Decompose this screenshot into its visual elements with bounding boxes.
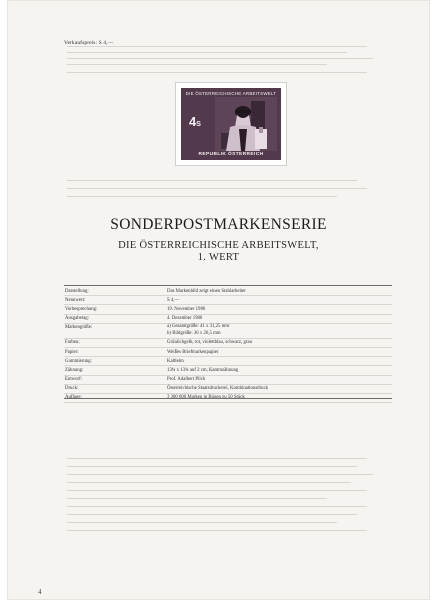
detail-label: Ausgabetag: [64,314,167,323]
bleed-through-line [67,188,367,189]
detail-label: Darstellung: [64,287,167,296]
bleed-through-line [67,466,357,467]
series-title: SONDERPOSTMARKENSERIE [110,216,327,233]
stamp-details-table [64,287,392,403]
table-row [64,384,392,393]
bleed-through-line [67,52,347,53]
detail-label: Nennwert: [64,296,167,305]
footer-page-number: 4 [38,588,42,596]
detail-value-line: a) Gesamtgröße: 41 x 31,25 mm [167,324,230,330]
detail-value-line: b) Bildgröße: 36 x 26,5 mm [167,330,221,336]
table-row [64,347,392,356]
sonderpost-sheet [7,0,430,600]
detail-label: Druck: [64,384,167,393]
detail-value [167,323,392,338]
table-bottom-rule [64,398,392,399]
stamp-bottom-inscription: REPUBLIK ÖSTERREICH [198,152,264,157]
postage-stamp [175,82,287,166]
detail-label: Papier: [64,347,167,356]
detail-value: Österreichische Staatsdruckerei, Kombinationsdruck [167,384,392,393]
bleed-through-line [67,58,373,59]
table-row [64,357,392,366]
detail-value: Kaltleim [167,357,392,366]
bleed-through-line [67,458,367,459]
table-row [64,338,392,347]
table-row [64,366,392,375]
detail-value: 13¾ x 13¾ auf 2 cm, Kammzähnung [167,366,392,375]
table-row [64,323,392,338]
bleed-through-line [67,530,367,531]
detail-label: Vorbesprechung: [64,305,167,314]
table-row [64,287,392,296]
bleed-through-line [67,490,367,491]
detail-value: Grünlichgelb, rot, violettblau, schwarz, grau [167,338,392,347]
bleed-through-line [67,498,327,499]
stamp-top-inscription: DIE ÖSTERREICHISCHE ARBEITSWELT [185,91,277,96]
bleed-through-line [67,514,357,515]
subtitle-line-2: 1. WERT [197,252,240,263]
bleed-through-line [67,474,373,475]
table-row [64,305,392,314]
bleed-through-line [67,64,327,65]
stamp-value-unit: S [196,121,201,128]
bleed-through-line [67,506,367,507]
detail-label: Farben: [64,338,167,347]
detail-value: Prof. Adalbert Pilch [167,375,392,384]
bleed-through-line [67,180,357,181]
bleed-through-line [67,46,367,47]
table-row [64,296,392,305]
bleed-through-line [67,72,367,73]
detail-label: Zähnung: [64,366,167,375]
subtitle-line-1: DIE ÖSTERREICHISCHE ARBEITSWELT, [118,240,319,251]
detail-label: Entwurf: [64,375,167,384]
table-row [64,375,392,384]
bleed-through-line [67,196,337,197]
stamp-value-number: 4 [189,114,197,129]
detail-label: Markengröße: [64,323,167,338]
stamp-face-value [189,114,201,129]
table-row [64,314,392,323]
bleed-through-line [67,522,337,523]
detail-value: Weißes Briefmarkenpapier [167,347,392,356]
table-top-rule [64,285,392,286]
stamp-image [181,88,281,160]
steelworker-icon [215,97,277,151]
series-subtitle [7,240,430,264]
detail-value: 4. Dezember 1986 [167,314,392,323]
detail-value: S 4,— [167,296,392,305]
detail-value: Das Markenbild zeigt einen Stahlarbeiter [167,287,392,296]
detail-label: Gummierung: [64,357,167,366]
detail-value: 19. November 1986 [167,305,392,314]
sale-price-note: Verkaufspreis: S 4,— [64,40,114,46]
bleed-through-line [67,482,351,483]
